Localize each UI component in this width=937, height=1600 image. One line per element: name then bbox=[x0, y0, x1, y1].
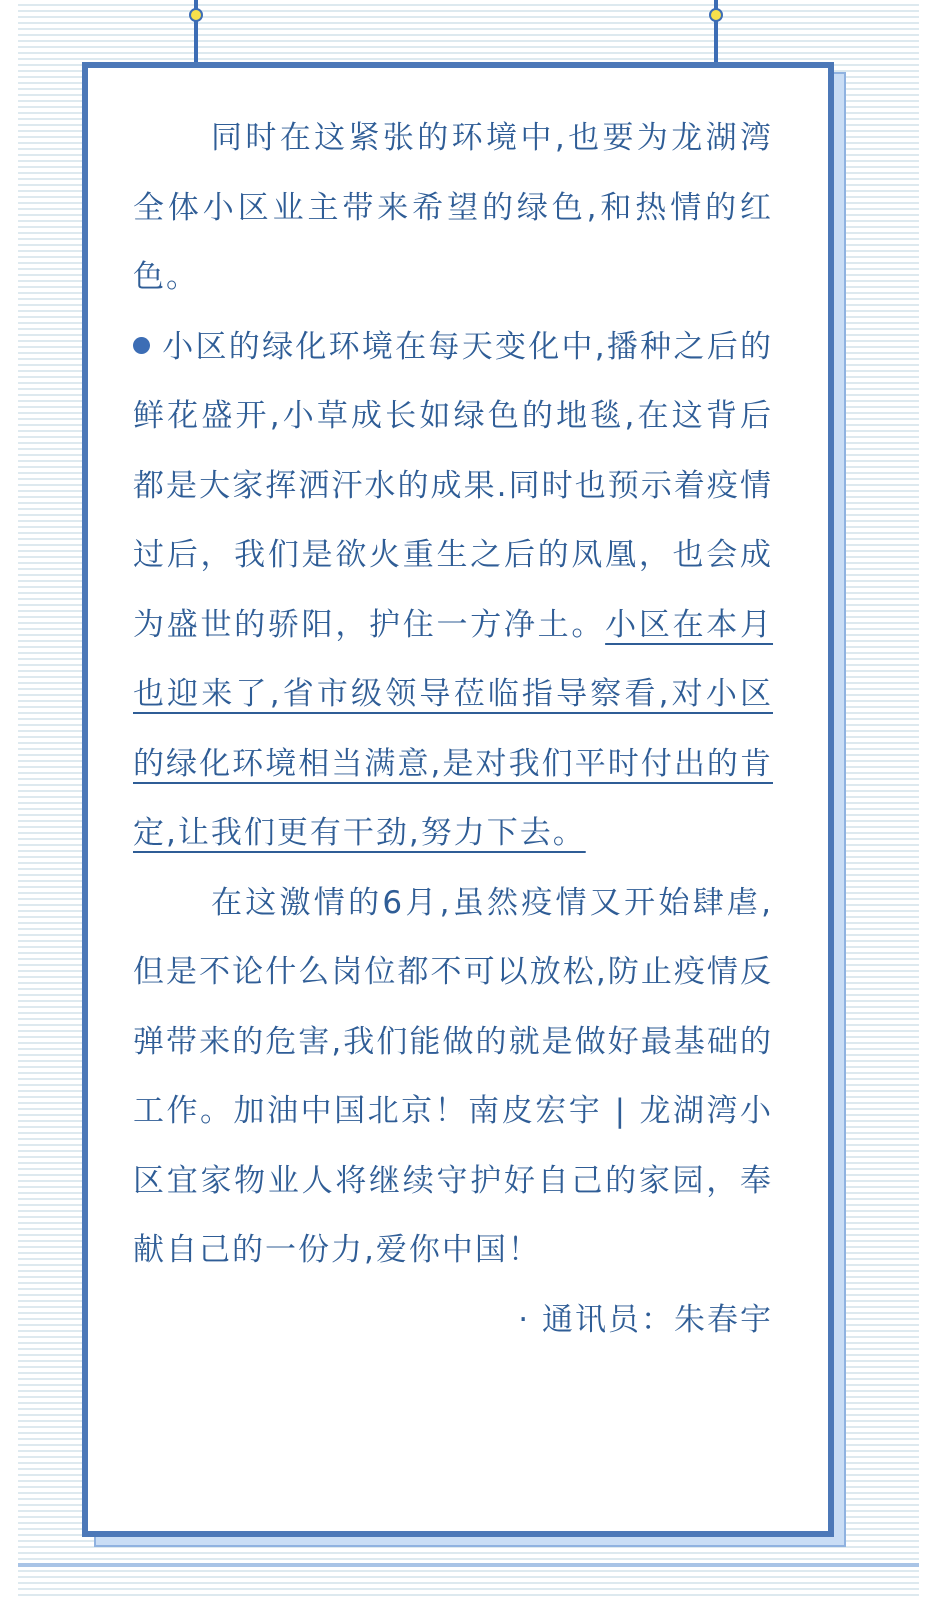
paragraph-hope-colors: 同时在这紧张的环境中,也要为龙湖湾全体小区业主带来希望的绿色,和热情的红色。 bbox=[133, 120, 773, 295]
reporter-signature: · 通讯员：朱春宇 bbox=[518, 1301, 773, 1338]
article-body bbox=[133, 104, 773, 1355]
paragraph-greening bbox=[133, 313, 773, 869]
greening-text: 小区的绿化环境在每天变化中,播种之后的鲜花盛开,小草成长如绿色的地毯,在这背后都是大家挥洒汗水的成果.同时也预示着疫情过后，我们是欲火重生之后的凤凰，也会成为盛世的骄阳，护住一方净土。 bbox=[133, 328, 773, 643]
background-margin-left bbox=[0, 0, 18, 1600]
bullet-icon bbox=[133, 337, 150, 354]
hanger-dot-right bbox=[709, 8, 723, 22]
paragraph-june: 在这激情的6月,虽然疫情又开始肆虐,但是不论什么岗位都不可以放松,防止疫情反弹带来的危害,我们能做的就是做好最基础的工作。加油中国北京！南皮宏宇 | 龙湖湾小区宜家物业人将继续守护好自己的家园，奉献自己的一份力,爱你中国！ bbox=[133, 884, 773, 1268]
hanger-dot-left bbox=[189, 8, 203, 22]
bottom-divider bbox=[18, 1563, 919, 1567]
leaders-visit-text: 小区在本月也迎来了,省市级领导莅临指导察看,对小区的绿化环境相当满意,是对我们平时付出的肯定,让我们更有干劲,努力下去。 bbox=[133, 606, 774, 851]
background-margin-right bbox=[919, 0, 937, 1600]
